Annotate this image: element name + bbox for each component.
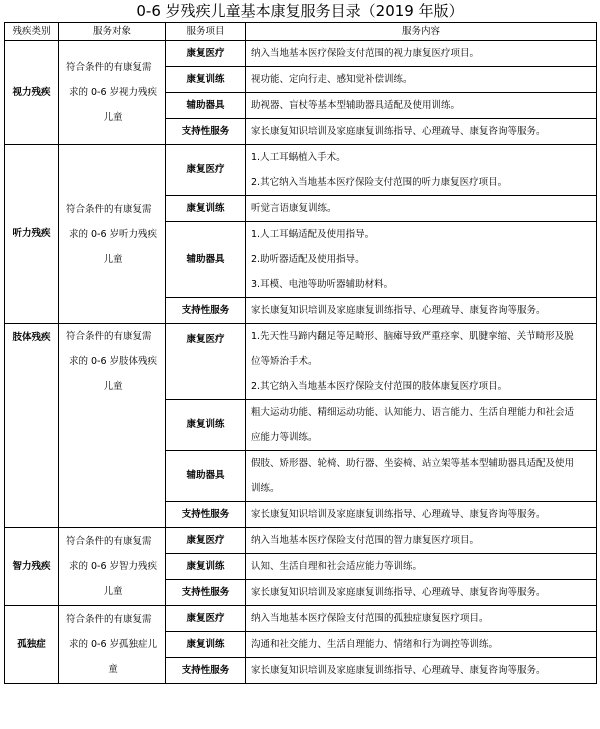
- service-content: [246, 298, 597, 324]
- service-content: [246, 400, 597, 451]
- content-line: 纳入当地基本医疗保险支付范围的智力康复医疗项目。: [251, 535, 480, 546]
- service-content: [246, 658, 597, 684]
- target-line: 儿童: [103, 253, 123, 265]
- service-item: 支持性服务: [166, 298, 246, 324]
- target-line: 符合条件的有康复需: [66, 62, 152, 73]
- target-line: 求的 0-6 岁肢体残疾: [68, 356, 158, 367]
- table-row: [5, 528, 597, 554]
- service-content: [246, 93, 597, 119]
- service-item: 支持性服务: [166, 502, 246, 528]
- content-line: 3.耳模、电池等助听器辅助材料。: [251, 279, 394, 290]
- content-line: 家长康复知识培训及家庭康复训练指导、心理疏导、康复咨询等服务。: [251, 665, 546, 676]
- service-content: [246, 632, 597, 658]
- header-row: [5, 23, 597, 41]
- content-line: 家长康复知识培训及家庭康复训练指导、心理疏导、康复咨询等服务。: [251, 587, 546, 598]
- service-item: 康复训练: [166, 400, 246, 451]
- content-line: 听觉言语康复训练。: [251, 203, 337, 214]
- category-hearing: 听力残疾: [5, 145, 59, 324]
- service-content: [246, 324, 597, 400]
- header-item: 服务项目: [166, 23, 246, 41]
- target-line: 求的 0-6 岁视力残疾: [68, 87, 158, 98]
- category-autism: 孤独症: [5, 606, 59, 684]
- table-row: [5, 324, 597, 400]
- service-content: [246, 580, 597, 606]
- content-line: 1.人工耳蜗适配及使用指导。: [251, 229, 375, 240]
- content-line: 家长康复知识培训及家庭康复训练指导、心理疏导、康复咨询等服务。: [251, 305, 546, 316]
- target-limb: [59, 324, 166, 528]
- content-line: 1.人工耳蜗植入手术。: [251, 152, 346, 163]
- content-line: 助视器、盲杖等基本型辅助器具适配及使用训练。: [251, 100, 461, 111]
- service-content: [246, 554, 597, 580]
- content-line: 认知、生活自理和社会适应能力等训练。: [251, 561, 423, 572]
- service-content: [246, 222, 597, 298]
- content-line: 家长康复知识培训及家庭康复训练指导、心理疏导、康复咨询等服务。: [251, 126, 546, 137]
- service-catalog-table: [4, 22, 597, 684]
- category-visual: 视力残疾: [5, 41, 59, 145]
- service-item: 辅助器具: [166, 93, 246, 119]
- target-line: 求的 0-6 岁智力残疾: [68, 561, 158, 572]
- content-line: 2.其它纳入当地基本医疗保险支付范围的听力康复医疗项目。: [251, 177, 508, 188]
- service-item: 支持性服务: [166, 580, 246, 606]
- target-line: 符合条件的有康复需: [66, 203, 152, 215]
- service-item: 支持性服务: [166, 119, 246, 145]
- service-item: 康复医疗: [166, 606, 246, 632]
- service-item: 康复训练: [166, 196, 246, 222]
- category-limb: 肢体残疾: [5, 324, 59, 528]
- header-target: 服务对象: [59, 23, 166, 41]
- content-line: 2.其它纳入当地基本医疗保险支付范围的肢体康复医疗项目。: [251, 381, 508, 392]
- content-line: 家长康复知识培训及家庭康复训练指导、心理疏导、康复咨询等服务。: [251, 509, 546, 520]
- service-content: [246, 67, 597, 93]
- service-content: [246, 196, 597, 222]
- service-item: 辅助器具: [166, 451, 246, 502]
- target-hearing: [59, 145, 166, 324]
- content-line: 2.助听器适配及使用指导。: [251, 254, 365, 265]
- service-content: [246, 451, 597, 502]
- content-line: 1.先天性马蹄内翻足等足畸形、脑瘫导致严重痉挛、肌腱挛缩、关节畸形及脱: [251, 331, 574, 342]
- content-line: 假肢、矫形器、轮椅、助行器、坐姿椅、站立架等基本型辅助器具适配及使用: [251, 458, 575, 469]
- service-item: 支持性服务: [166, 658, 246, 684]
- target-line: 求的 0-6 岁孤独症儿: [68, 639, 158, 650]
- content-line: 纳入当地基本医疗保险支付范围的视力康复医疗项目。: [251, 48, 480, 59]
- service-item: 康复训练: [166, 554, 246, 580]
- service-content: [246, 528, 597, 554]
- content-line: 沟通和社交能力、生活自理能力、情绪和行为调控等训练。: [251, 639, 499, 650]
- table-row: [5, 606, 597, 632]
- target-line: 儿童: [103, 112, 123, 123]
- service-content: [246, 119, 597, 145]
- service-content: [246, 502, 597, 528]
- service-item: 康复医疗: [166, 145, 246, 196]
- content-line: 粗大运动功能、精细运动功能、认知能力、语言能力、生活自理能力和社会适: [251, 407, 575, 418]
- service-item: 康复医疗: [166, 528, 246, 554]
- table-row: [5, 41, 597, 67]
- service-item: 辅助器具: [166, 222, 246, 298]
- content-line: 训练。: [251, 483, 280, 494]
- content-line: 纳入当地基本医疗保险支付范围的孤独症康复医疗项目。: [251, 613, 489, 624]
- service-item: 康复训练: [166, 67, 246, 93]
- service-item: 康复训练: [166, 632, 246, 658]
- content-line: 位等矫治手术。: [251, 356, 318, 367]
- target-line: 求的 0-6 岁听力残疾: [68, 228, 158, 240]
- target-line: 童: [108, 664, 118, 675]
- target-visual: [59, 41, 166, 145]
- service-content: [246, 145, 597, 196]
- target-line: 儿童: [103, 381, 123, 392]
- target-autism: [59, 606, 166, 684]
- service-item: 康复医疗: [166, 324, 246, 400]
- target-line: 儿童: [103, 586, 123, 597]
- target-line: 符合条件的有康复需: [66, 614, 152, 625]
- service-item: 康复医疗: [166, 41, 246, 67]
- content-line: 视功能、定向行走、感知觉补偿训练。: [251, 74, 413, 85]
- content-line: 应能力等训练。: [251, 432, 318, 443]
- service-content: [246, 41, 597, 67]
- category-intellectual: 智力残疾: [5, 528, 59, 606]
- target-intellectual: [59, 528, 166, 606]
- header-content: 服务内容: [246, 23, 597, 41]
- target-line: 符合条件的有康复需: [66, 536, 152, 547]
- target-line: 符合条件的有康复需: [66, 331, 152, 342]
- header-category: 残疾类别: [5, 23, 59, 41]
- document-title: 0-6 岁残疾儿童基本康复服务目录（2019 年版）: [136, 2, 464, 20]
- service-content: [246, 606, 597, 632]
- table-row: [5, 145, 597, 196]
